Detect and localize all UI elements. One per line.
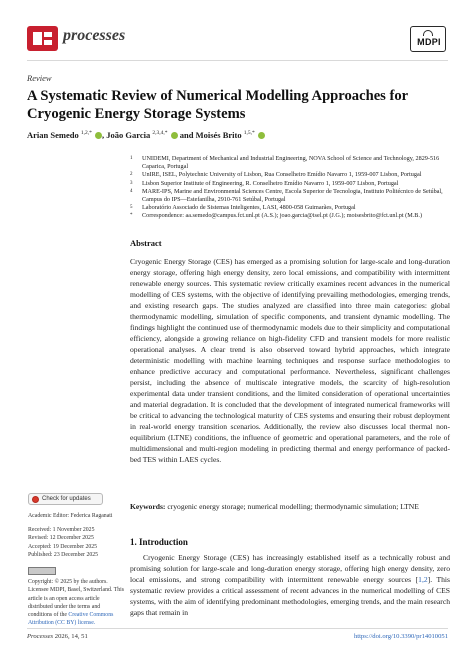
affiliation-number: 3	[130, 180, 133, 186]
author-affil-sup: 2,3,4,*	[152, 130, 168, 137]
author-affil-sup: 1,2,*	[80, 130, 92, 137]
orcid-icon[interactable]	[171, 132, 178, 139]
journal-name[interactable]: processes	[63, 27, 126, 44]
affiliation-item	[130, 180, 452, 188]
author-list	[27, 130, 452, 140]
affiliation-item	[130, 171, 452, 179]
affiliation-number: 4	[130, 188, 133, 194]
journal-logo	[27, 26, 58, 51]
publisher-hat-icon	[423, 30, 433, 36]
abstract-heading: Abstract	[130, 238, 162, 248]
affiliation-number: *	[130, 213, 133, 219]
affiliation-item	[130, 204, 452, 212]
footer-citation	[27, 633, 88, 640]
affiliation-text: UNIDEMI, Department of Mechanical and Industrial Engineering, NOVA School of Science and Technology, 2829-516 Caparica, Portugal	[142, 155, 440, 171]
header-divider	[27, 60, 448, 61]
author-name[interactable]: Moisés Brito	[195, 130, 242, 140]
author-name[interactable]: João Garcia	[106, 130, 151, 140]
date-revised: Revised: 12 December 2025	[28, 535, 94, 542]
keywords-text: cryogenic energy storage; numerical modelling; thermodynamic simulation; LTNE	[167, 502, 419, 511]
orcid-icon[interactable]	[95, 132, 102, 139]
cc-license-icon[interactable]	[28, 567, 56, 575]
publisher-name: MDPI	[417, 37, 441, 47]
article-title: A Systematic Review of Numerical Modelling Approaches for Cryogenic Energy Storage Systems	[27, 88, 408, 122]
affiliation-text: Laboratório Associado de Sistemas Inteligentes, LASI, 4800-058 Guimarães, Portugal	[142, 204, 356, 212]
author-affil-sup: 1,5,*	[243, 130, 255, 137]
affiliation-text: Lisbon Superior Institute of Engineering, R. Conselheiro Emídio Navarro 1, 1959-007 Lisbon, Portugal	[142, 179, 399, 187]
orcid-icon[interactable]	[258, 132, 265, 139]
publisher-logo[interactable]	[410, 26, 446, 52]
citation-link[interactable]: 1,2	[418, 575, 428, 584]
author-name[interactable]: Arian Semedo	[27, 130, 79, 140]
affiliation-text: MARE-IPS, Marine and Environmental Sciences Centre, Escola Superior de Tecnologia, Instituto Politécnico de Setúbal, Campus do IPS—Estefanilha, 2910-761 Setúbal, Portugal	[142, 187, 443, 204]
copyright-notice	[28, 565, 124, 627]
abstract-text: Cryogenic Energy Storage (CES) has emerged as a promising solution for large-scale and long-duration energy storage, offering high energy density, zero local emissions, and compatibility with intermittent renewable energy sources. This systematic review critically examines recent advances in the numerical modelling of CES systems, with the objective of identifying prevailing methodologies, emerging trends, and existing research gaps. The studies analyzed are classified into three main categories: global thermodynamic modelling, simulation of specific components, and transient dynamic modelling. The findings highlight the continued use of thermodynamic models due to their simplicity and computational efficiency, alongside a growing reliance on high-fidelity CFD and transient models for more realistic operational analyses. A clear trend is also observed toward hybrid approaches, which integrate deterministic modelling with machine learning techniques and response surface methodologies to enhance predictive accuracy and computational performance. Nevertheless, significant challenges persist, including the absence of multiscale integrative models, the scarcity of high-resolution experimental data under transient conditions, and the limited consideration of operational uncertainties and material degradation. It is concluded that the development of integrated numerical frameworks will be critical to advancing the technological maturity of CES systems and ensuring their robust deployment in real-world energy transition scenarios. Additionally, the review also discusses local thermal non-equilibrium (LTNE) conditions, the influence of geometric and operational parameters, and the role of multidimensional and multi-region modeling in predicting thermal and energy performance of packed-bed TES within LAES cycles.	[130, 257, 450, 464]
date-received: Received: 1 November 2025	[28, 527, 95, 534]
author-separator: and	[177, 130, 196, 140]
introduction-heading: 1. Introduction	[130, 537, 188, 547]
footer-divider	[27, 628, 448, 629]
correspondence-text[interactable]: Correspondence: aa.semedo@campus.fct.unl.pt (A.S.); joao.garcia@isel.pt (J.G.); moisesbrito@fct.unl.pt (M.B.)	[142, 212, 422, 220]
introduction-text	[130, 552, 450, 618]
date-published: Published: 23 December 2025	[28, 551, 99, 558]
article-info-sidebar	[28, 512, 124, 627]
affiliation-number: 5	[130, 205, 133, 211]
affiliation-item	[130, 155, 452, 171]
check-updates-label: Check for updates	[42, 496, 91, 502]
update-badge-icon	[32, 496, 39, 503]
footer-citation-text: 2026, 14, 51	[54, 633, 88, 640]
introduction-text-part: ]. This systematic review provides a critical assessment of recent advances in the numerical modelling of CES systems, with the aim of identifying predominant methodologies, emerging trends, and the main research gaps that remain in	[130, 575, 450, 617]
keywords-label: Keywords:	[130, 502, 166, 511]
abstract-section	[130, 238, 450, 465]
affiliation-number: 2	[130, 172, 133, 178]
affiliation-text: UnIRE, ISEL, Polytechnic University of Lisbon, Rua Conselheiro Emídio Navarro 1, 1959-007 Lisbon, Portugal	[142, 171, 422, 179]
affiliation-list	[130, 155, 452, 221]
academic-editor: Academic Editor: Federica Raganati	[28, 513, 113, 519]
footer-journal: Processes	[27, 633, 54, 640]
correspondence-item	[130, 212, 452, 220]
keywords	[130, 501, 450, 512]
author-separator: ,	[101, 130, 107, 140]
date-accepted: Accepted: 19 December 2025	[28, 543, 98, 550]
doi-link[interactable]: https://doi.org/10.3390/pr14010051	[353, 633, 448, 640]
license-link[interactable]: Creative Commons Attribution (CC BY) license.	[28, 612, 114, 627]
copyright-text: Copyright: © 2025 by the authors. Licensee MDPI, Basel, Switzerland. This article is an open access article distributed under the terms and conditions of the	[28, 579, 125, 619]
introduction-text-part: Cryogenic Energy Storage (CES) has increasingly established itself as a technically robust and promising solution for large-scale and long-duration energy storage, offering high energy density, zero local emissions, and strong compatibility with intermittent renewable energy sources [	[130, 553, 450, 584]
check-for-updates-button[interactable]	[28, 493, 103, 505]
affiliation-item	[130, 188, 452, 204]
affiliation-number: 1	[130, 156, 133, 161]
article-type: Review	[27, 73, 52, 83]
